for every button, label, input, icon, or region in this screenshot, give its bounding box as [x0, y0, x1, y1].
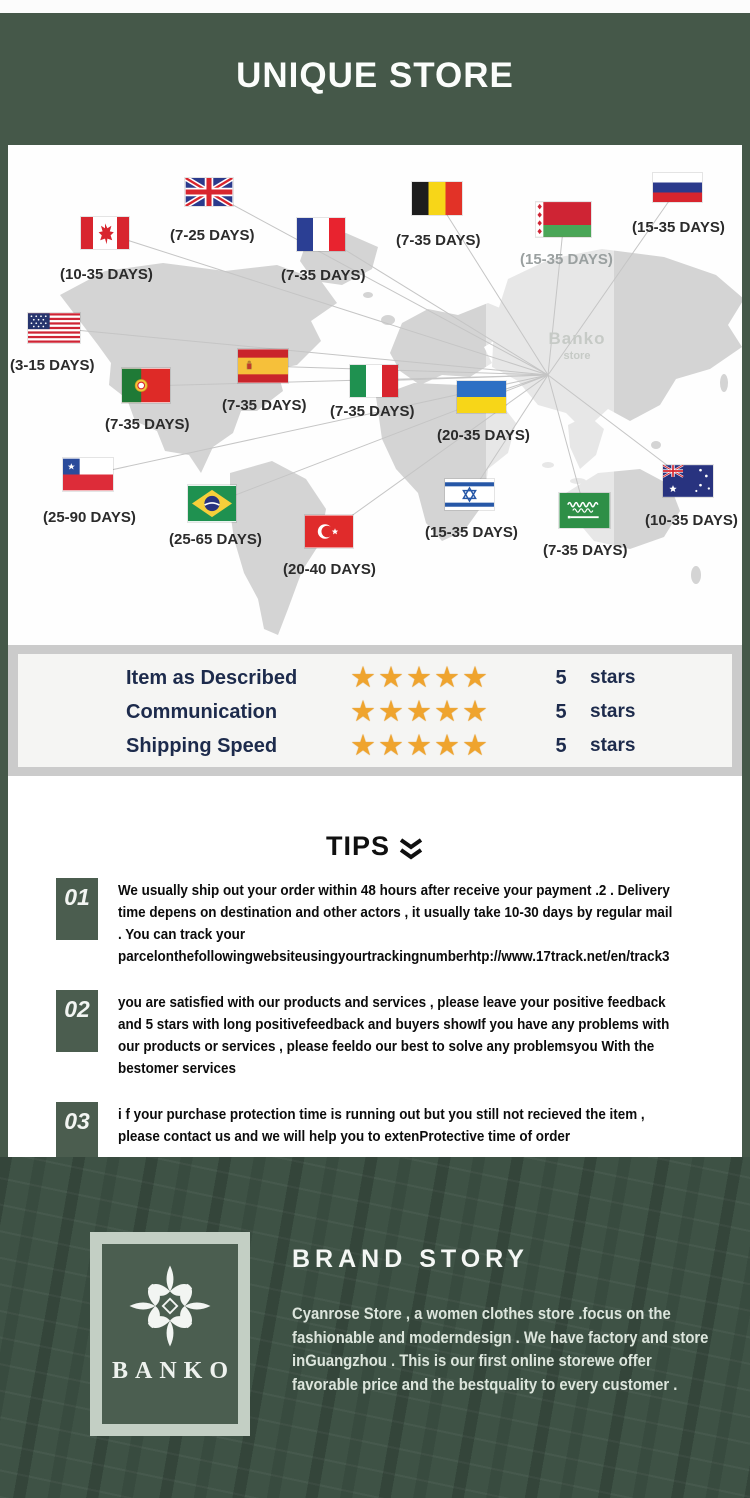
flag-brazil-icon [188, 485, 236, 522]
rating-unit: stars [590, 735, 636, 756]
days-label-united-kingdom: (7-25 DAYS) [170, 227, 255, 244]
days-label-belgium: (7-35 DAYS) [396, 232, 481, 249]
flag-israel-icon [445, 479, 494, 510]
tip-item-01 [56, 878, 742, 968]
star-icon: ★ [350, 662, 378, 694]
flag-belgium-icon [412, 182, 462, 215]
flag-spain-icon [238, 349, 288, 383]
rating-stars [350, 663, 532, 693]
rating-unit: stars [590, 667, 636, 688]
brand-logo-text: BANKO [111, 1358, 235, 1384]
tip-text: We usually ship out your order within 48 hours after receive your payment .2 . Delivery time depens on destination and other actors , it usually take 10-30 days by regular mail . You can track your parcelonthefollowingwebsiteusingyourtrackingnumberhtp://www.17track.net/en/track3 [118, 882, 673, 965]
days-label-france: (7-35 DAYS) [281, 267, 366, 284]
days-label-italy: (7-35 DAYS) [330, 403, 415, 420]
rating-value: 5 [555, 700, 567, 723]
days-label-brazil: (25-65 DAYS) [169, 531, 262, 548]
rating-row-communication [18, 695, 732, 729]
flag-italy-icon [350, 365, 398, 397]
star-icon: ★ [462, 662, 490, 694]
store-watermark [532, 329, 622, 362]
star-icon: ★ [434, 662, 462, 694]
days-label-turkey: (20-40 DAYS) [283, 561, 376, 578]
top-strip [0, 0, 750, 13]
rating-row-item-as-described [18, 661, 732, 695]
page-title: UNIQUE STORE [236, 56, 514, 95]
flag-france-icon [297, 218, 345, 251]
content-panel [8, 145, 742, 1157]
tip-text: i f your purchase protection time is running out but you still not recieved the item , please contact us and we will help you to extenProtective time of order [118, 1106, 645, 1145]
tip-text: you are satisfied with our products and services , please leave your positive feedback and 5 stars with long positivefeedback and buyers showIf you have any problems with our products or services , please feeldo our best to solve any problemsyou With the bestomer services [118, 994, 670, 1077]
flag-australia-icon [663, 465, 713, 497]
star-icon: ★ [406, 730, 434, 762]
flag-chile-icon [63, 458, 113, 491]
rating-row-shipping-speed [18, 729, 732, 763]
star-icon: ★ [406, 696, 434, 728]
rating-value: 5 [555, 666, 567, 689]
days-label-russia: (15-35 DAYS) [632, 219, 725, 236]
watermark-line1: Banko [548, 329, 606, 348]
ratings-panel [18, 654, 732, 767]
ratings-band [8, 645, 742, 776]
brand-story-title: BRAND STORY [292, 1245, 529, 1273]
rating-label: Shipping Speed [126, 734, 278, 757]
tips-section [8, 776, 742, 1164]
flag-united-kingdom-icon [185, 178, 233, 206]
rating-label: Item as Described [126, 666, 298, 689]
days-label-australia: (10-35 DAYS) [645, 512, 738, 529]
days-label-belarus: (15-35 DAYS) [520, 251, 613, 268]
days-label-saudi-arabia: (7-35 DAYS) [543, 542, 628, 559]
flag-portugal-icon [122, 368, 170, 403]
tip-number-badge: 03 [56, 1102, 98, 1164]
flag-usa-icon [28, 313, 80, 343]
rating-stars [350, 697, 532, 727]
tips-title: TIPS [325, 831, 390, 861]
star-icon: ★ [378, 696, 406, 728]
brand-logo-box [102, 1244, 238, 1424]
rating-unit: stars [590, 701, 636, 722]
watermark-line2: store [563, 350, 591, 362]
star-icon: ★ [462, 730, 490, 762]
days-label-ukraine: (20-35 DAYS) [437, 427, 530, 444]
flag-ukraine-icon [457, 381, 506, 413]
days-label-israel: (15-35 DAYS) [425, 524, 518, 541]
star-icon: ★ [434, 730, 462, 762]
brand-story-section [0, 1157, 750, 1498]
shipping-map [8, 145, 742, 645]
star-icon: ★ [462, 696, 490, 728]
rating-value: 5 [555, 734, 567, 757]
days-label-canada: (10-35 DAYS) [60, 266, 153, 283]
flag-turkey-icon [305, 515, 353, 548]
brand-story-paragraph: Cyanrose Store , a women clothes store .focus on the fashionable and moderndesign . We have factory and store inGuangzhou . This is our first online storewe offer favorable price and the bestquality to every customer . [292, 1305, 709, 1394]
star-icon: ★ [350, 696, 378, 728]
banko-ornament-icon [124, 1260, 216, 1352]
rating-stars [350, 731, 532, 761]
flag-russia-icon [653, 173, 702, 202]
star-icon: ★ [378, 662, 406, 694]
brand-logo-frame [90, 1232, 250, 1436]
days-label-chile: (25-90 DAYS) [43, 509, 136, 526]
tip-number-badge: 01 [56, 878, 98, 940]
days-label-usa: (3-15 DAYS) [10, 357, 95, 374]
star-icon: ★ [406, 662, 434, 694]
star-icon: ★ [434, 696, 462, 728]
flag-saudi-arabia-icon [559, 493, 610, 528]
tip-item-02 [56, 990, 742, 1080]
rating-label: Communication [126, 700, 278, 723]
tip-number-badge: 02 [56, 990, 98, 1052]
tip-item-03 [56, 1102, 742, 1164]
days-label-portugal: (7-35 DAYS) [105, 416, 190, 433]
flag-belarus-icon [536, 202, 591, 237]
days-label-spain: (7-35 DAYS) [222, 397, 307, 414]
star-icon: ★ [378, 730, 406, 762]
flag-canada-icon [81, 217, 129, 249]
star-icon: ★ [350, 730, 378, 762]
chevron-double-down-icon [398, 837, 424, 861]
